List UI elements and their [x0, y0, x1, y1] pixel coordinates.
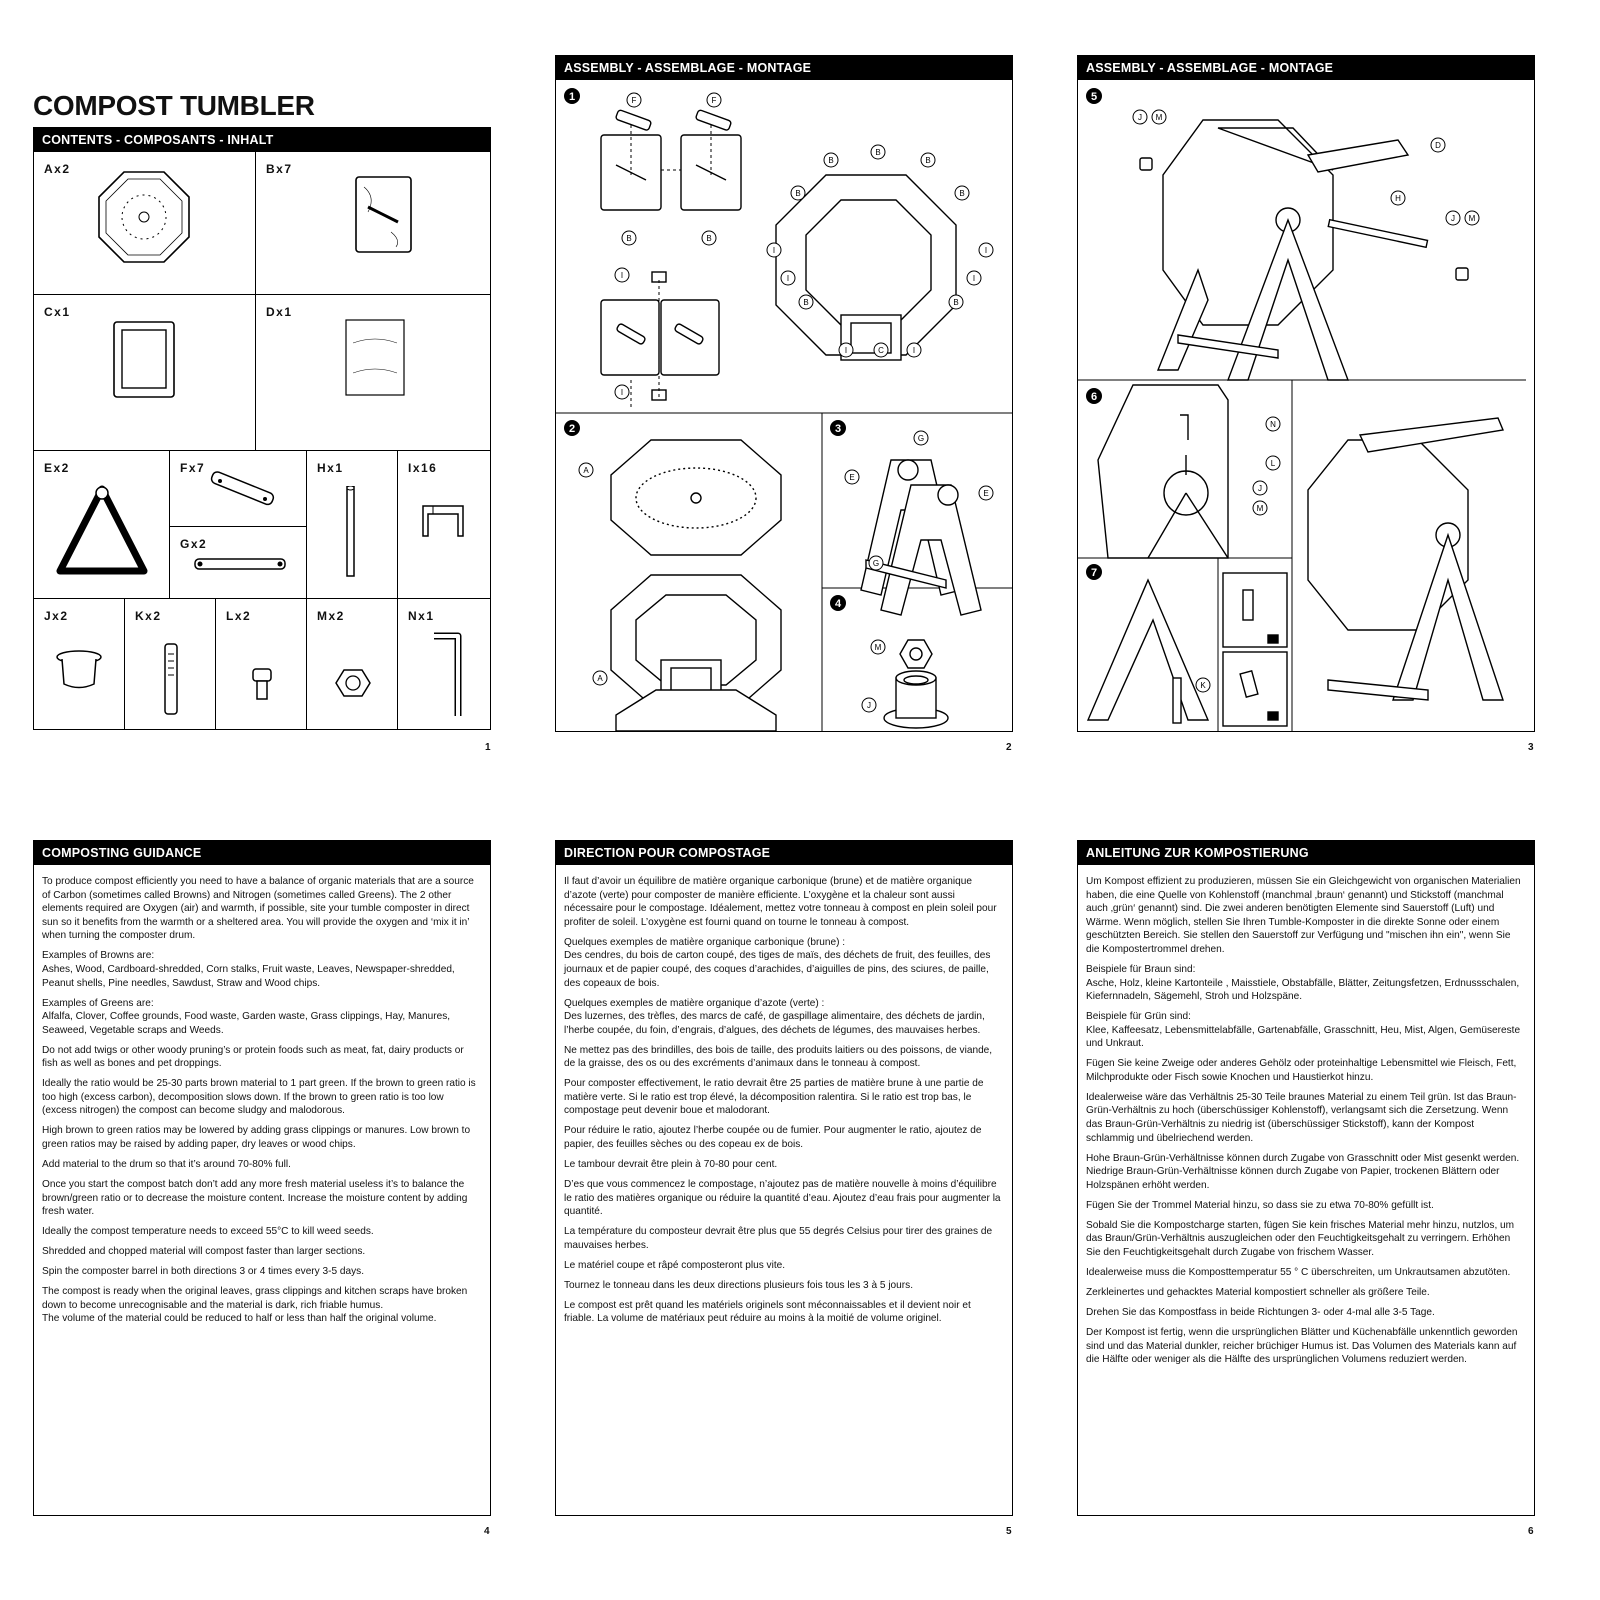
- svg-text:I: I: [844, 346, 848, 355]
- svg-text:I: I: [620, 388, 624, 397]
- svg-text:J: J: [1451, 214, 1455, 223]
- guidance-paragraph: Pour réduire le ratio, ajoutez l’herbe coupée ou de fumier. Pour augmenter le ratio, ajoutez de papier, des feuilles sèches ou des copeau ex de bois.: [564, 1125, 982, 1151]
- part-label: Bx7: [266, 162, 293, 176]
- svg-text:B: B: [795, 189, 801, 198]
- guidance-paragraph: D’es que vous commencez le compostage, n’ajoutez pas de matière nouvelle à moins d’équilibre le ratio des matières organique ou réduire la quantité d’eau. Ajoutez d’eau frais pour augmenter la quantité.: [564, 1179, 1001, 1218]
- part-label: Gx2: [180, 537, 208, 551]
- cap-icon: [54, 649, 104, 693]
- svg-text:D: D: [1435, 141, 1441, 150]
- guidance-paragraph: La température du composteur devrait être plus que 55 degrés Celsius pour tirer des graines de mauvaises herbes.: [564, 1226, 993, 1251]
- part-cell: [216, 599, 307, 729]
- page-number: 2: [1006, 742, 1012, 753]
- page-number: 4: [484, 1526, 490, 1537]
- part-cell: [34, 295, 256, 451]
- guidance-paragraph: Le compost est prêt quand les matériels originels sont méconnaissables et il devient noir et friable. La volume de matériaux peut réduire au moins à la moitié de volume originel.: [564, 1299, 971, 1325]
- part-cell: [125, 599, 216, 729]
- guidance-paragraph: Il faut d’avoir un équilibre de matière organique carbonique (brune) et de matière organique d’azote (verte) pour composter de manière efficiente. L’oxygène et la chaleur sont aussi nécessaire pour le compostage. Idéalement, mettez votre tonneau à compost en plein soleil pour profiter de soleil. L’oxygène est fourni quand on tourne le tonneau à compost.: [564, 876, 997, 928]
- part-cell: [170, 451, 307, 527]
- svg-text:N: N: [1270, 420, 1276, 429]
- svg-text:4: 4: [834, 598, 842, 610]
- svg-text:B: B: [828, 156, 834, 165]
- page-number: 3: [1528, 742, 1534, 753]
- guidance-paragraph: Beispiele für Grün sind: Klee, Kaffeesatz, Lebensmittelabfälle, Gartenabfälle, Grasschnitt, Heu, Mist, Algen, Gemüsereste und Unkraut.: [1086, 1011, 1521, 1050]
- part-cell: [256, 295, 490, 451]
- part-cell: [34, 152, 256, 295]
- svg-text:K: K: [1200, 681, 1206, 690]
- guidance-paragraph: Hohe Braun-Grün-Verhältnisse können durch Zugabe von Grasschnitt oder Mist gesenkt werden. Niedrige Braun-Grün-Verhältnisse können durch Zugabe von Papier, trockenen Blättern oder Holzspänen erhöht werden.: [1086, 1152, 1520, 1191]
- svg-text:B: B: [626, 234, 632, 243]
- guidance-header: DIRECTION POUR COMPOSTAGE: [556, 841, 1012, 865]
- svg-text:M: M: [1155, 113, 1163, 122]
- svg-text:J: J: [1258, 484, 1262, 493]
- part-cell: [307, 451, 398, 599]
- guidance-paragraph: Examples of Browns are: Ashes, Wood, Cardboard-shredded, Corn stalks, Fruit waste, Leaves, Newspaper-shredded, Peanut shells, Pine needles, Sawdust, Straw and Wood chips.: [42, 950, 455, 989]
- guidance-paragraph: The compost is ready when the original leaves, grass clippings and kitchen scraps have broken down to become unrecognisable and the material is dark, rich friable humus. The volume of the material could be reduced to half or less than half the original volume.: [42, 1286, 468, 1325]
- svg-text:B: B: [803, 298, 809, 307]
- lid-icon: [341, 315, 409, 400]
- part-cell: [34, 599, 125, 729]
- page-number: 1: [485, 742, 491, 753]
- guidance-paragraph: Ideally the compost temperature needs to exceed 55°C to kill weed seeds.: [42, 1226, 374, 1238]
- axle-rod-icon: [342, 486, 357, 581]
- guidance-paragraph: Spin the composter barrel in both directions 3 or 4 times every 3-5 days.: [42, 1266, 365, 1278]
- part-cell: [34, 451, 170, 599]
- svg-text:H: H: [1395, 194, 1401, 203]
- part-label: Kx2: [135, 609, 162, 623]
- svg-text:E: E: [849, 473, 855, 482]
- svg-text:E: E: [983, 489, 989, 498]
- guidance-paragraph: Ne mettez pas des brindilles, des bois de taille, des produits laitiers ou des poissons, de viande, de la graisse, des os ou des excréments d’animaux dans le tonneau à compost.: [564, 1044, 993, 1070]
- svg-text:G: G: [917, 434, 925, 443]
- svg-text:B: B: [953, 298, 959, 307]
- part-cell: [398, 599, 490, 729]
- svg-text:M: M: [874, 643, 882, 652]
- guidance-text: [564, 875, 1002, 1332]
- svg-text:6: 6: [1090, 391, 1098, 403]
- part-label: Fx7: [180, 461, 206, 475]
- assembly-diagram-steps-1-4: [556, 80, 1012, 731]
- guidance-paragraph: Um Kompost effizient zu produzieren, müssen Sie ein Gleichgewicht von organischen Materialien haben, die eine Quelle von Kohlenstoff (manchmal ‚braun‘ genannt) und Stickstoff (manchmal auch ‚grün‘ genannt) sind. Die zwei anderen benötigten Elemente sind Sauerstoff (Luft) und Wärme. Wenn möglich, stellen Sie Ihren Tumble-Komposter in die direkte Sonne oder einem geschützten Bereich. Sie stellen den Sauerstoff zur Verfügung und "mischen ihn ein", wenn Sie die Kompostertrommel drehen.: [1086, 876, 1521, 955]
- guidance-paragraph: To produce compost efficiently you need to have a balance of organic materials that are a source of Carbon (sometimes called Browns) and Nitrogen (sometimes called Greens). The 2 other elements required are Oxygen (air) and warmth, if possible, site your tumble composter in direct sun so it benefits from the warmth or a sheltered area. You will provide the oxygen and ‘mix it in’ when turning the composter drum.: [42, 876, 474, 942]
- svg-text:J: J: [867, 701, 871, 710]
- guidance-paragraph: Le matériel coupe et râpé composteront plus vite.: [564, 1259, 786, 1271]
- page-number: 6: [1528, 1526, 1534, 1537]
- svg-text:F: F: [711, 96, 717, 105]
- svg-text:A: A: [583, 466, 589, 475]
- part-label: Mx2: [317, 609, 345, 623]
- guidance-panel-de: [1077, 840, 1535, 1516]
- part-label: Jx2: [44, 609, 69, 623]
- hex-key-icon: [428, 631, 468, 721]
- svg-text:F: F: [631, 96, 637, 105]
- svg-text:I: I: [984, 246, 988, 255]
- guidance-paragraph: Shredded and chopped material will compost faster than larger sections.: [42, 1246, 366, 1258]
- assembly-header: ASSEMBLY - ASSEMBLAGE - MONTAGE: [1078, 56, 1534, 80]
- svg-text:3: 3: [834, 423, 842, 435]
- svg-text:B: B: [706, 234, 712, 243]
- guidance-paragraph: Sobald Sie die Kompostcharge starten, fügen Sie kein frisches Material mehr hinzu, nutzlos, um das Braun/Grün-Verhältnis auszugleichen oder den Feuchtigkeitsgehalt zu verringern. Erhöhen Sie den Feuchtigkeitsgehalt durch Zugabe von frischem Wasser.: [1086, 1219, 1515, 1258]
- triangle-frame-icon: [52, 481, 152, 577]
- part-cell: [398, 451, 490, 599]
- guidance-paragraph: High brown to green ratios may be lowered by adding grass clippings or manures. Low brown to green ratios may be raised by adding paper, dry leaves or wood chips.: [42, 1125, 471, 1151]
- svg-text:M: M: [1256, 504, 1264, 513]
- guidance-paragraph: Add material to the drum so that it’s around 70-80% full.: [42, 1159, 291, 1171]
- part-label: Lx2: [226, 609, 252, 623]
- part-label: Ex2: [44, 461, 70, 475]
- guidance-paragraph: Fügen Sie keine Zweige oder anderes Gehölz oder proteinhaltige Lebensmittel wie Fleisch, Fett, Milchprodukte oder Fisch sowie Knochen und Haustierkot hinzu.: [1086, 1058, 1517, 1083]
- parts-grid: [34, 152, 490, 729]
- crossbar-icon: [190, 549, 290, 579]
- page-title: COMPOST TUMBLER: [33, 90, 315, 121]
- clip-icon: [418, 496, 468, 541]
- contents-header: CONTENTS - COMPOSANTS - INHALT: [34, 128, 490, 152]
- part-label: Ax2: [44, 162, 71, 176]
- guidance-paragraph: Ideally the ratio would be 25-30 parts brown material to 1 part green. If the brown to green ratio is too high (excess carbon), decomposition slows down. If the brown to green ratio is too low (excess nitrogen) the compost can become sludgy and malodorous.: [42, 1078, 476, 1117]
- svg-text:M: M: [1468, 214, 1476, 223]
- bracket-icon: [205, 467, 285, 512]
- svg-text:G: G: [872, 559, 880, 568]
- assembly-panel-1: [555, 55, 1013, 732]
- part-label: Dx1: [266, 305, 293, 319]
- svg-text:B: B: [959, 189, 965, 198]
- guidance-paragraph: Idealerweise wäre das Verhältnis 25-30 Teile braunes Material zu einem Teil grün. Ist das Braun-Grün-Verhältnis zu hoch (überschüssiger Kohlenstoff), verlangsamt sich die Zersetzung. Wenn das Braun-Grün-Verhältnis zu niedrig ist (überschüssiger Stickstoff), kann der Kompost schlammig und übelriechend werden.: [1086, 1091, 1517, 1144]
- svg-text:L: L: [1270, 459, 1276, 468]
- guidance-paragraph: Zerkleinertes und gehacktes Material kompostiert schneller als größere Teile.: [1086, 1286, 1430, 1298]
- svg-text:I: I: [912, 346, 916, 355]
- contents-panel: [33, 127, 491, 730]
- svg-text:1: 1: [568, 91, 576, 103]
- guidance-paragraph: Beispiele für Braun sind: Asche, Holz, kleine Kartonteile , Maisstiele, Obstabfälle, Blätter, Zeitungsfetzen, Erdnussschalen, Kiefernnadeln, Sägemehl, Stroh und Holzspäne.: [1086, 963, 1520, 1003]
- guidance-paragraph: Do not add twigs or other woody pruning’s or protein foods such as meat, fat, dairy products or fish as well as bones and pet droppings.: [42, 1044, 464, 1070]
- svg-text:B: B: [875, 148, 881, 157]
- part-label: Hx1: [317, 461, 344, 475]
- part-label: Ix16: [408, 461, 438, 475]
- guidance-paragraph: Quelques exemples de matière organique d’azote (verte) : Des luzernes, des trèfles, des marcs de café, de gaspillage alimentaire, des déchets de jardin, l’herbe coupée, du foin, d’engrais, d’algues, des déchets de légumes, des mauvaises herbes.: [564, 997, 985, 1036]
- svg-text:7: 7: [1090, 567, 1098, 579]
- svg-text:C: C: [878, 346, 884, 355]
- door-panel-icon: [109, 317, 179, 402]
- part-cell: [170, 527, 307, 599]
- bolt-icon: [248, 664, 276, 702]
- part-cell: [256, 152, 490, 295]
- svg-text:J: J: [1138, 113, 1142, 122]
- svg-text:5: 5: [1090, 91, 1098, 103]
- side-panel-icon: [346, 172, 416, 257]
- svg-text:A: A: [597, 674, 603, 683]
- assembly-header: ASSEMBLY - ASSEMBLAGE - MONTAGE: [556, 56, 1012, 80]
- guidance-paragraph: Examples of Greens are: Alfalfa, Clover, Coffee grounds, Food waste, Garden waste, Grass clippings, Hay, Manures, Seaweed, Vegetable scraps and Weeds.: [42, 997, 451, 1036]
- guidance-header: COMPOSTING GUIDANCE: [34, 841, 490, 865]
- guidance-header: ANLEITUNG ZUR KOMPOSTIERUNG: [1078, 841, 1534, 865]
- part-label: Cx1: [44, 305, 71, 319]
- svg-text:I: I: [772, 246, 776, 255]
- nut-icon: [334, 665, 374, 701]
- guidance-paragraph: Drehen Sie das Kompostfass in beide Richtungen 3- oder 4-mal alle 3-5 Tage.: [1086, 1306, 1435, 1318]
- part-cell: [307, 599, 398, 729]
- svg-text:I: I: [786, 274, 790, 283]
- svg-text:2: 2: [568, 423, 576, 435]
- part-label: Nx1: [408, 609, 435, 623]
- guidance-panel-en: [33, 840, 491, 1516]
- assembly-panel-2: [1077, 55, 1535, 732]
- guidance-paragraph: Quelques exemples de matière organique carbonique (brune) : Des cendres, du bois de carton coupé, des tiges de maïs, des déchets de fruit, des feuilles, des journaux et de papier coupé, des coques d’arachides, d’aiguilles de pins, des sciures, de paille, des copeaux de bois.: [564, 936, 991, 989]
- assembly-diagram-steps-5-7: [1078, 80, 1534, 731]
- end-panel-icon: [94, 167, 194, 267]
- guidance-paragraph: Idealerweise muss die Komposttemperatur 55 ° C überschreiten, um Unkrautsamen abzutöten.: [1086, 1266, 1511, 1278]
- svg-text:I: I: [972, 274, 976, 283]
- guidance-text: [1086, 875, 1524, 1373]
- guidance-paragraph: Tournez le tonneau dans les deux directions plusieurs fois tous les 3 à 5 jours.: [564, 1279, 913, 1291]
- guidance-paragraph: Pour composter effectivement, le ratio devrait être 25 parties de matière brune à une partie de matière verte. Si le ratio est trop élevé, la décomposition ralentira. Si le ratio est trop bas, le compostage peut devenir boue et malodorant.: [564, 1078, 984, 1117]
- svg-text:B: B: [925, 156, 931, 165]
- guidance-panel-fr: [555, 840, 1013, 1516]
- page-number: 5: [1006, 1526, 1012, 1537]
- guidance-paragraph: Once you start the compost batch don’t add any more fresh material useless it’s to balance the brown/green ratio or to decrease the moisture content. Increase the moisture content by adding fresh water.: [42, 1179, 468, 1218]
- guidance-paragraph: Der Kompost ist fertig, wenn die ursprünglichen Blätter und Küchenabfälle unkenntlich geworden sind und das Material dunkler, reicher brüchiger Humus ist. Das Volumen des Materials kann auf die Hälfte oder weniger als die Hälfte des ursprünglichen Volumens reduziert werden.: [1086, 1326, 1518, 1366]
- guidance-paragraph: Fügen Sie der Trommel Material hinzu, so dass sie zu etwa 70-80% gefüllt ist.: [1086, 1199, 1434, 1211]
- guidance-paragraph: Le tambour devrait être plein à 70-80 pour cent.: [564, 1159, 778, 1171]
- svg-text:I: I: [620, 271, 624, 280]
- latch-icon: [160, 639, 182, 719]
- guidance-text: [42, 875, 480, 1332]
